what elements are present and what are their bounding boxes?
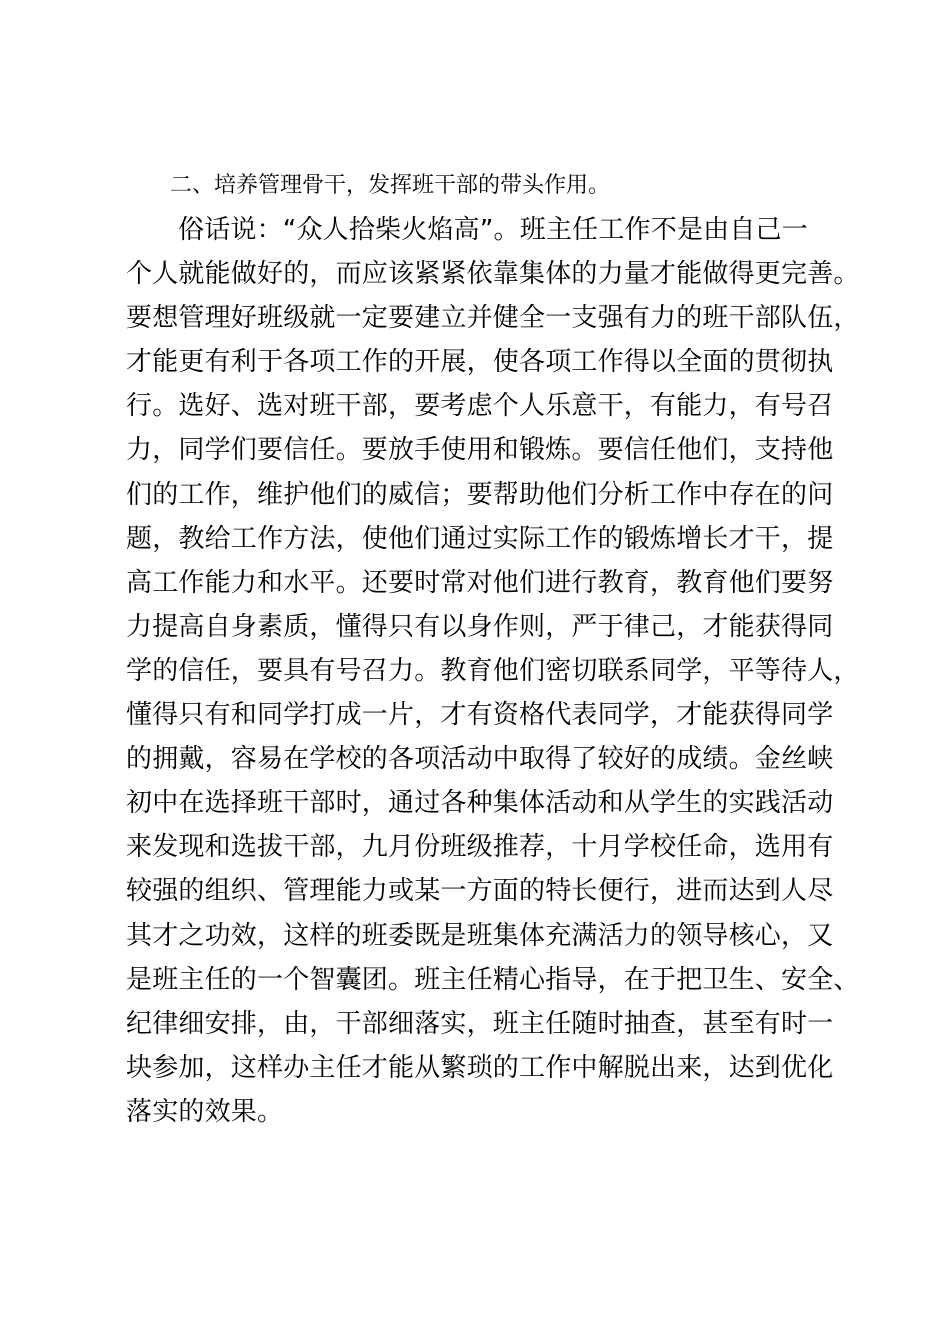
- paragraph-line: 纪律细安排，由，干部细落实，班主任随时抽查，甚至有时一: [126, 1008, 834, 1039]
- document-body: [126, 164, 866, 1134]
- paragraph-line: 的拥戴，容易在学校的各项活动中取得了较好的成绩。金丝峡: [126, 744, 834, 775]
- paragraph-line: 高工作能力和水平。还要时常对他们进行教育，教育他们要努: [126, 567, 834, 598]
- paragraph-line: 个人就能做好的，而应该紧紧依靠集体的力量才能做得更完善。: [126, 259, 860, 290]
- paragraph-line: 才能更有利于各项工作的开展，使各项工作得以全面的贯彻执: [126, 347, 834, 378]
- paragraph-line: 力，同学们要信任。要放手使用和锻炼。要信任他们，支持他: [126, 435, 834, 466]
- paragraph-line: 来发现和选拔干部，九月份班级推荐，十月学校任命，选用有: [126, 832, 834, 863]
- paragraph-line: 是班主任的一个智囊团。班主任精心指导，在于把卫生、安全、: [126, 964, 860, 995]
- paragraph-line: 行。选好、选对班干部，要考虑个人乐意干，有能力，有号召: [126, 391, 834, 422]
- paragraph-line: 落实的效果。: [126, 1096, 284, 1127]
- paragraph-line: 俗话说：“众人拾柴火焰高”。班主任工作不是由自己一: [178, 215, 808, 245]
- paragraph-line: 较强的组织、管理能力或某一方面的特长便行，进而达到人尽: [126, 876, 834, 907]
- paragraph-line: 要想管理好班级就一定要建立并健全一支强有力的班干部队伍，: [126, 303, 860, 334]
- section-heading: 二、培养管理骨干，发挥班干部的带头作用。: [170, 173, 611, 198]
- paragraph-line: 其才之功效，这样的班委既是班集体充满活力的领导核心，又: [126, 920, 834, 951]
- paragraph-line: 力提高自身素质，懂得只有以身作则，严于律己，才能获得同: [126, 611, 834, 642]
- paragraph-line: 学的信任，要具有号召力。教育他们密切联系同学，平等待人，: [126, 655, 860, 686]
- paragraph-line: 们的工作，维护他们的威信；要帮助他们分析工作中存在的问: [126, 479, 834, 510]
- paragraph-line: 懂得只有和同学打成一片，才有资格代表同学，才能获得同学: [126, 700, 834, 731]
- paragraph-line: 初中在选择班干部时，通过各种集体活动和从学生的实践活动: [126, 788, 834, 819]
- paragraph-line: 块参加，这样办主任才能从繁琐的工作中解脱出来，达到优化: [126, 1052, 834, 1083]
- paragraph-line: 题，教给工作方法，使他们通过实际工作的锻炼增长才干，提: [126, 523, 834, 554]
